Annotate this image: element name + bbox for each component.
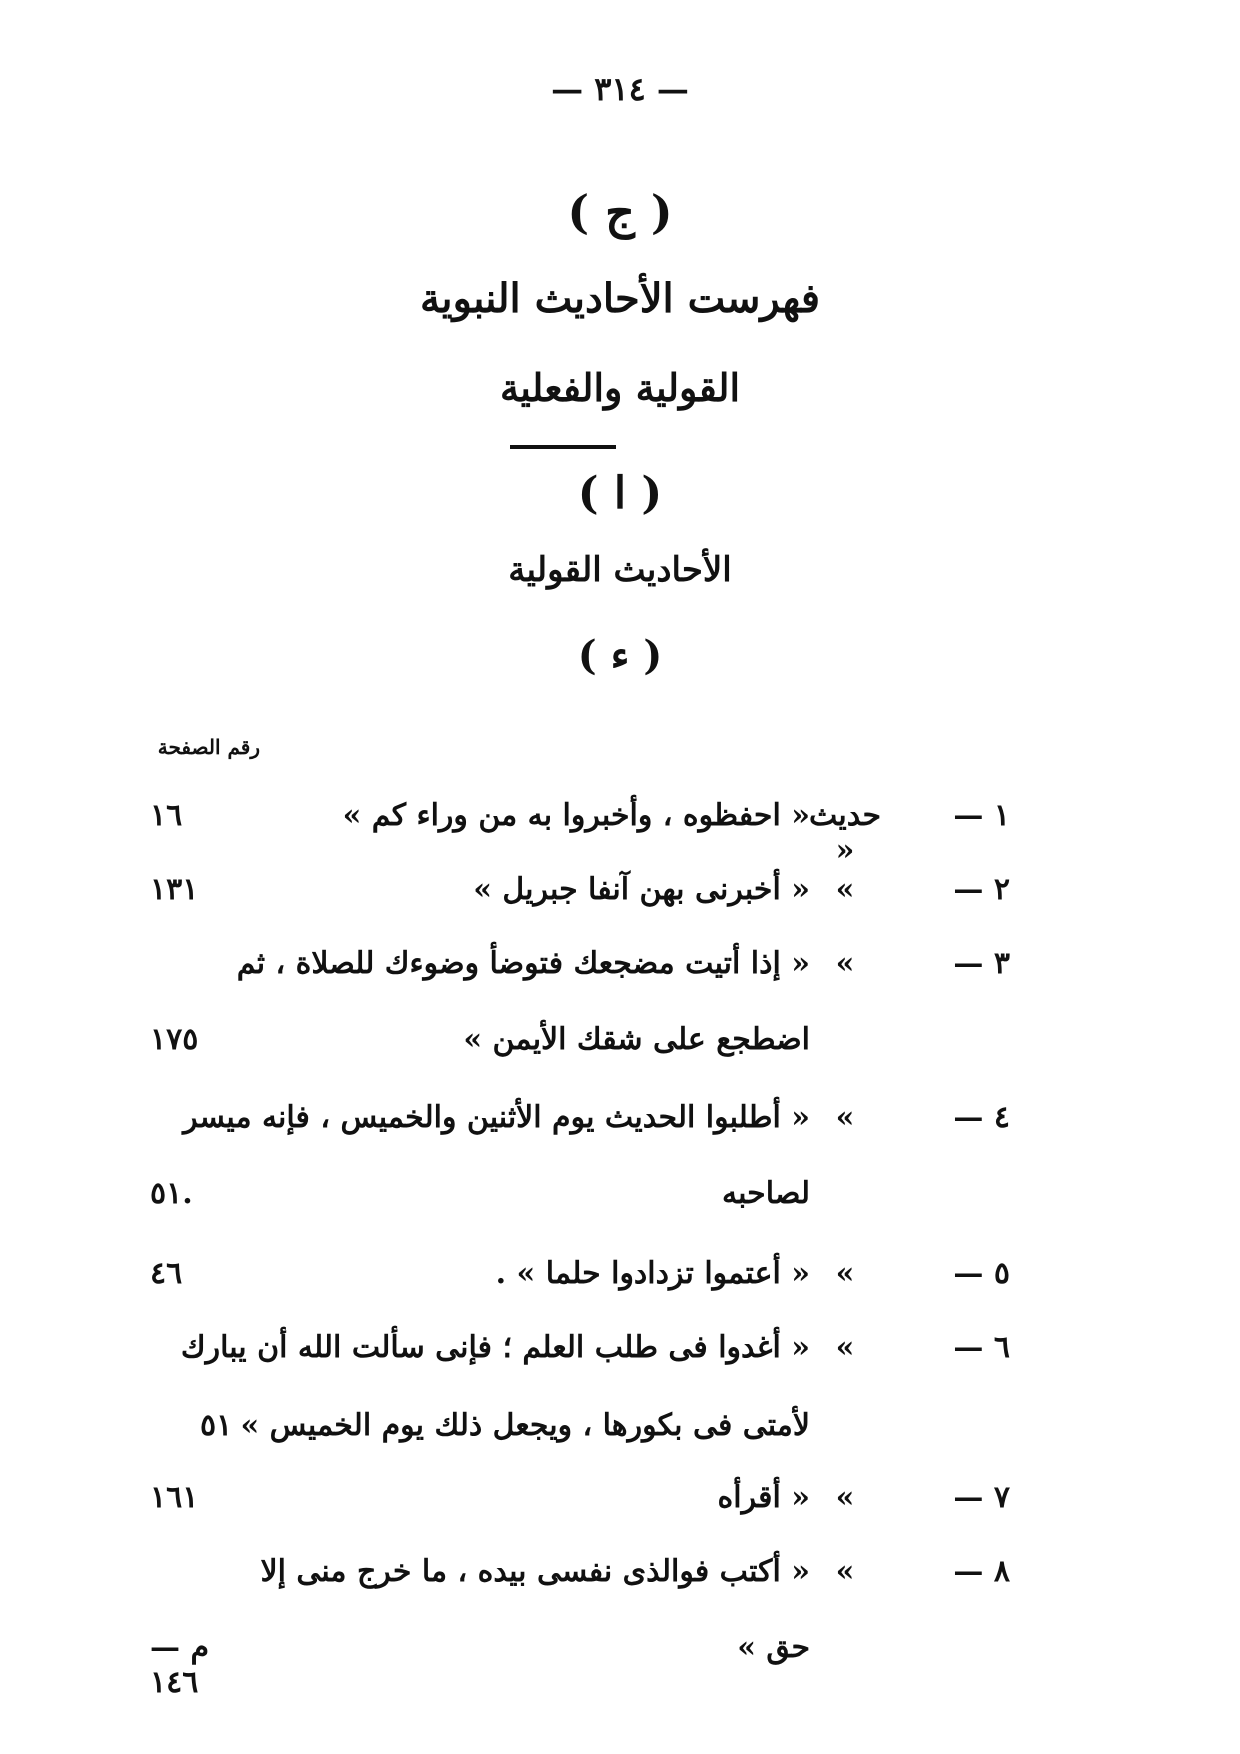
hadith-entry [0, 798, 1240, 868]
hadith-entry [0, 1554, 1240, 1614]
entry-text: « أغدوا فى طلب العلم ؛ فإنى سألت الله أن يبارك [180, 1330, 810, 1365]
entry-number: ٢ — [953, 872, 1010, 907]
entry-number: ٤ — [953, 1100, 1010, 1135]
entry-marker: » [835, 946, 855, 981]
entry-page: ١٦ [150, 798, 183, 833]
entry-number: ١ — [953, 798, 1010, 833]
entry-marker: » [835, 1480, 855, 1515]
hadith-entry [0, 1330, 1240, 1390]
entry-continuation: حق » [737, 1630, 810, 1665]
entry-text: « أخبرنى بهن آنفا جبريل » [473, 872, 810, 907]
entry-text: « أقرأه [717, 1480, 810, 1515]
entry-text: « إذا أتيت مضجعك فتوضأ وضوءك للصلاة ، ثم [236, 946, 810, 981]
page-number: — ٣١٤ — [551, 70, 689, 108]
page-column-header: رقم الصفحة [157, 735, 260, 759]
hadith-entry-continuation [0, 1630, 1240, 1700]
alphabet-letter: ( ء ) [577, 632, 663, 679]
entry-number: ٥ — [953, 1256, 1010, 1291]
title-divider [510, 445, 616, 449]
entry-page: ١٧٥ [150, 1022, 199, 1057]
entry-text: « أطلبوا الحديث يوم الأثنين والخميس ، فإنه ميسر [183, 1100, 810, 1135]
hadith-entry-continuation [0, 1408, 1240, 1468]
entry-page: ١٣١ [150, 872, 199, 907]
entry-number: ٨ — [953, 1554, 1010, 1589]
entry-number: ٧ — [953, 1480, 1010, 1515]
part-title: الأحاديث القولية [508, 550, 732, 590]
entry-number: ٦ — [953, 1330, 1010, 1365]
entry-number: ٣ — [953, 946, 1010, 981]
entry-marker: » [835, 1330, 855, 1365]
entry-text: « أعتموا تزدادوا حلما » . [495, 1256, 810, 1291]
entry-page: ٥١. [150, 1176, 193, 1211]
entry-text: « احفظوه ، وأخبروا به من وراء كم » [342, 798, 810, 833]
sub-title: القولية والفعلية [499, 365, 741, 410]
entry-marker: » [835, 1256, 855, 1291]
entry-page: ٥١ [200, 1408, 233, 1443]
entry-continuation: اضطجع على شقك الأيمن » [463, 1022, 810, 1057]
entry-continuation: لأمتى فى بكورها ، ويجعل ذلك يوم الخميس » [240, 1408, 810, 1443]
entry-marker: » [835, 872, 855, 907]
entry-marker: » [835, 1100, 855, 1135]
section-letter: ( ج ) [567, 185, 673, 239]
entry-page: ٤٦ [150, 1256, 183, 1291]
hadith-entry [0, 1100, 1240, 1160]
hadith-entry [0, 1480, 1240, 1540]
hadith-entry [0, 946, 1240, 1006]
hadith-entry [0, 1256, 1240, 1316]
entry-page: ١٦١ [150, 1480, 199, 1515]
entry-text: « أكتب فوالذى نفسى بيده ، ما خرج منى إلا [260, 1554, 810, 1589]
signature-mark: م — ١٤٦ [150, 1630, 210, 1700]
entry-marker: حديث « [808, 798, 882, 868]
entry-continuation: لصاحبه [722, 1176, 810, 1211]
subsection-letter: ( ا ) [577, 468, 663, 519]
entry-marker: » [835, 1554, 855, 1589]
main-title: فهرست الأحاديث النبوية [419, 275, 821, 322]
hadith-entry [0, 872, 1240, 932]
hadith-entry-continuation [0, 1022, 1240, 1082]
hadith-entry-continuation [0, 1176, 1240, 1236]
